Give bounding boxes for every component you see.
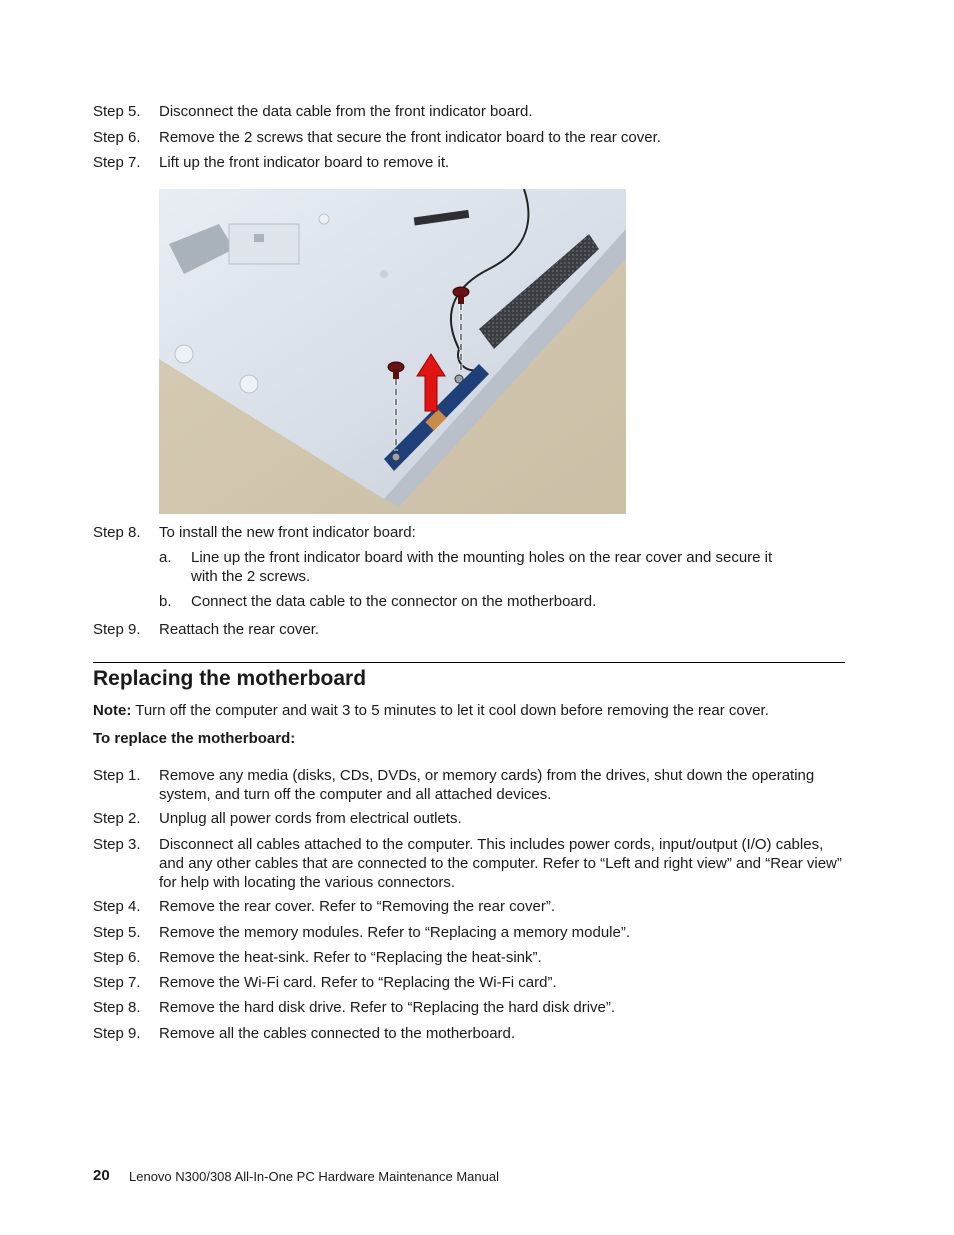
substep-item [159, 548, 809, 586]
step-number: Step 4. [93, 898, 141, 915]
step-item [93, 1024, 845, 1043]
section-heading: Replacing the motherboard [93, 667, 367, 690]
step-text: Lift up the front indicator board to remove it. [159, 154, 450, 171]
step-text: Remove the 2 screws that secure the front indicator board to the rear cover. [159, 129, 661, 146]
step-text: Remove the hard disk drive. Refer to “Replacing the hard disk drive”. [159, 999, 616, 1016]
step-number: Step 2. [93, 810, 141, 827]
step-item [93, 835, 845, 892]
step-item [93, 809, 845, 828]
step-text: Reattach the rear cover. [159, 621, 320, 638]
step-text: Disconnect all cables attached to the computer. This includes power cords, input/output (I/O) cables, and any other cables that are connected to the computer. Refer to “Left and right view” and “Rear view” for help with locating the various connectors. [159, 836, 842, 891]
step-text: Disconnect the data cable from the front indicator board. [159, 103, 533, 120]
step-number: Step 6. [93, 949, 141, 966]
step-text: Unplug all power cords from electrical outlets. [159, 810, 462, 827]
step-number: Step 7. [93, 974, 141, 991]
step-item [93, 923, 845, 942]
step-number: Step 8. [93, 524, 141, 541]
step-text: Remove any media (disks, CDs, DVDs, or memory cards) from the drives, shut down the operating system, and turn off the computer and all attached devices. [159, 767, 815, 803]
substep-item [159, 592, 809, 611]
step-item [93, 128, 845, 147]
step-text: Remove the heat-sink. Refer to “Replacing the heat-sink”. [159, 949, 542, 966]
step-item [93, 973, 845, 992]
step-number: Step 8. [93, 999, 141, 1016]
step-number: Step 9. [93, 621, 141, 638]
step-number: Step 9. [93, 1025, 141, 1042]
procedure-subheading: To replace the motherboard: [93, 730, 296, 747]
step-item [93, 948, 845, 967]
substep-letter: b. [159, 593, 172, 610]
note-label: Note: [93, 702, 132, 719]
step-text: Remove the rear cover. Refer to “Removing the rear cover”. [159, 898, 555, 915]
front-indicator-board-photo [159, 189, 626, 514]
footer-title: Lenovo N300/308 All-In-One PC Hardware Maintenance Manual [129, 1169, 499, 1184]
step-text: Remove all the cables connected to the motherboard. [159, 1025, 516, 1042]
substep-letter: a. [159, 549, 172, 566]
step-text: To install the new front indicator board: [159, 524, 416, 541]
step-text: Remove the Wi-Fi card. Refer to “Replacing the Wi-Fi card”. [159, 974, 557, 991]
step-number: Step 5. [93, 103, 141, 120]
note-text: Turn off the computer and wait 3 to 5 minutes to let it cool down before removing the rear cover. [131, 702, 769, 719]
step-item [93, 523, 845, 542]
step-item [93, 620, 845, 639]
step-number: Step 3. [93, 836, 141, 853]
step-number: Step 5. [93, 924, 141, 941]
step-item [93, 897, 845, 916]
step-item [93, 102, 845, 121]
step-item [93, 998, 845, 1017]
step-number: Step 6. [93, 129, 141, 146]
step-item [93, 153, 845, 172]
step-text: Remove the memory modules. Refer to “Replacing a memory module”. [159, 924, 631, 941]
note-paragraph [93, 701, 853, 720]
section-divider [93, 662, 845, 663]
substep-text: Line up the front indicator board with the mounting holes on the rear cover and secure it with the 2 screws. [191, 549, 773, 585]
step-number: Step 1. [93, 767, 141, 784]
step-number: Step 7. [93, 154, 141, 171]
step-item [93, 766, 845, 804]
substep-text: Connect the data cable to the connector on the motherboard. [191, 593, 597, 610]
page-number: 20 [93, 1167, 110, 1184]
